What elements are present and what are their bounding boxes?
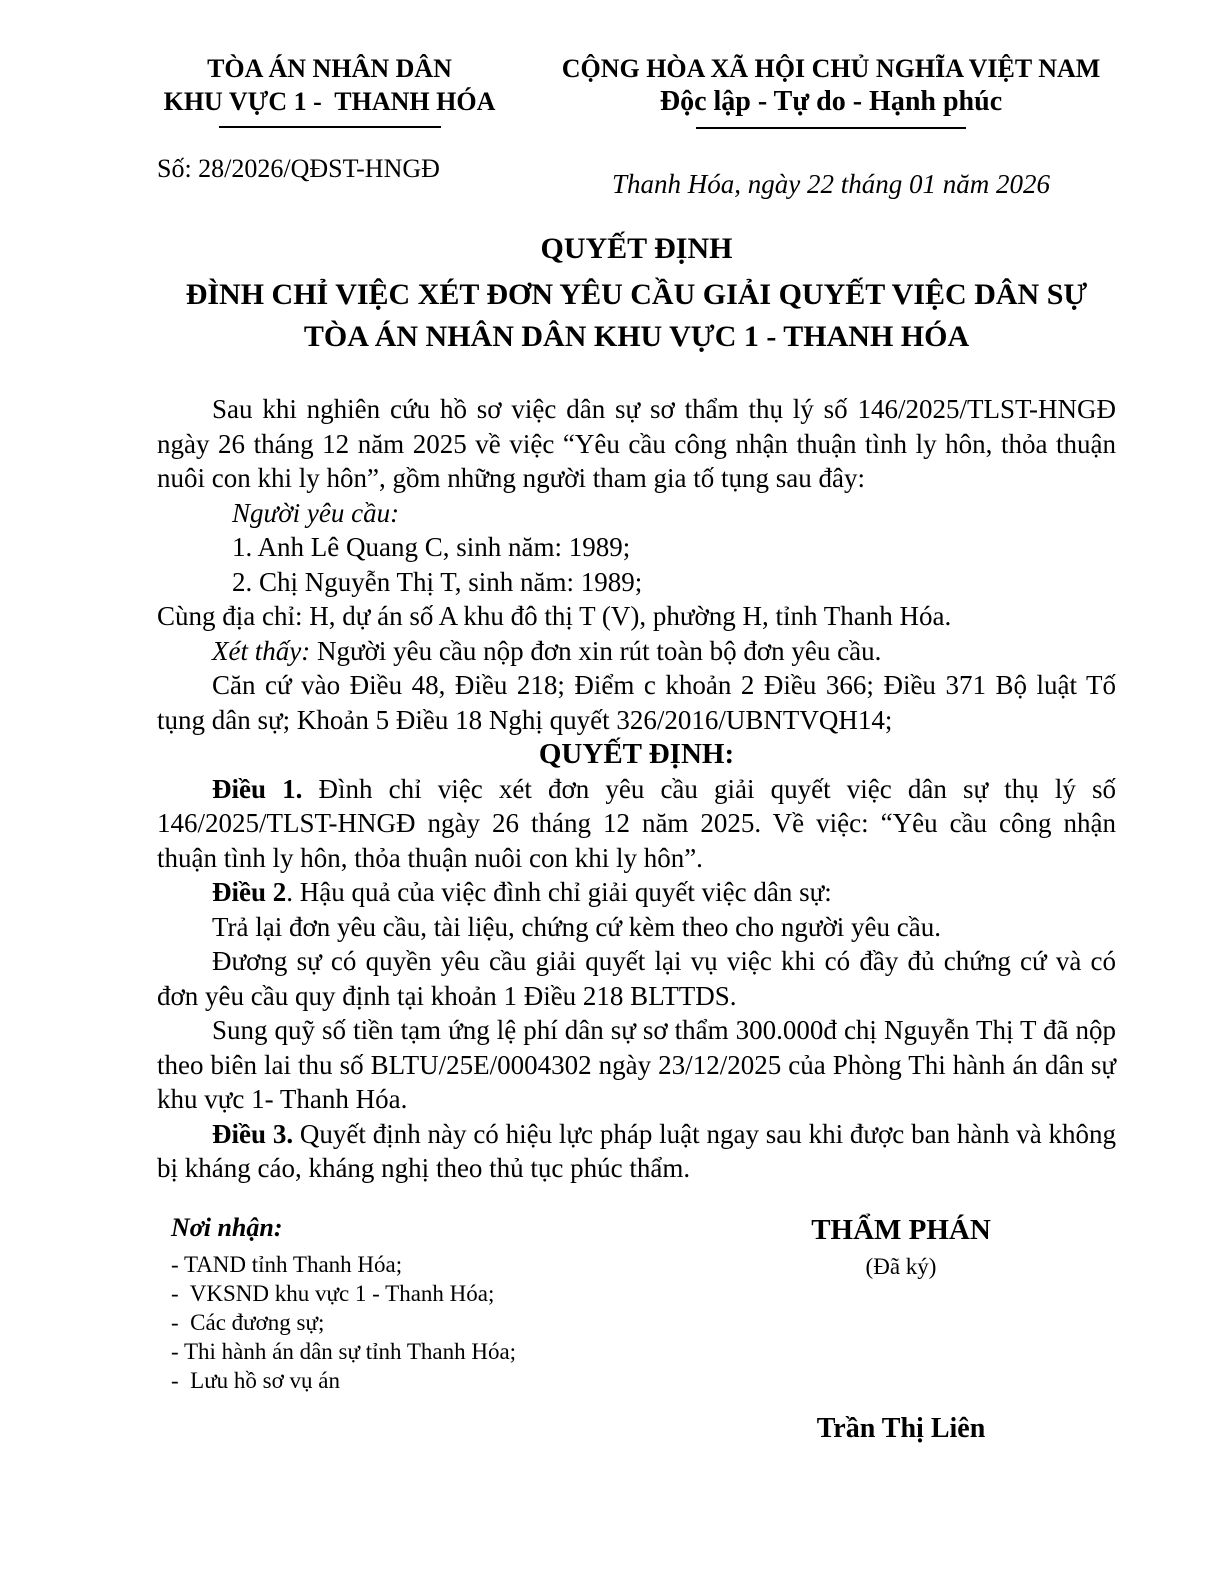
finding-text: Người yêu cầu nộp đơn xin rút toàn bộ đơn yêu cầu. — [310, 635, 882, 666]
article-3-label: Điều 3. — [212, 1118, 294, 1149]
recipients-list — [171, 1250, 516, 1395]
article-2-label: Điều 2 — [212, 877, 287, 907]
legal-basis-paragraph: Căn cứ vào Điều 48, Điều 218; Điểm c khoản 2 Điều 366; Điều 371 Bộ luật Tố tụng dân sự; Khoản 5 Điều 18 Nghị quyết 326/2016/UBNTVQH14; — [157, 670, 1116, 735]
judge-name: Trần Thị Liên — [816, 1412, 986, 1444]
national-header-block — [546, 52, 1116, 200]
recipient-item: - Các đương sự; — [171, 1309, 325, 1335]
finding-paragraph — [157, 634, 1116, 669]
decision-heading: QUYẾT ĐỊNH: — [538, 738, 735, 770]
court-name-line1: TÒA ÁN NHÂN DÂN — [207, 54, 452, 83]
document-number: Số: 28/2026/QĐST-HNGĐ — [157, 154, 440, 183]
document-body — [157, 392, 1116, 1186]
article-2-clause-3: Sung quỹ số tiền tạm ứng lệ phí dân sự sơ thẩm 300.000đ chị Nguyễn Thị T đã nộp theo biên lai thu số BLTU/25E/0004302 ngày 23/12/2025 của Phòng Thi hành án dân sự khu vực 1- Thanh Hóa. — [157, 1015, 1116, 1114]
judge-title: THẨM PHÁN — [811, 1213, 991, 1246]
recipients-block — [157, 1212, 516, 1395]
document-title-line3: TÒA ÁN NHÂN DÂN KHU VỰC 1 - THANH HÓA — [303, 320, 970, 353]
article-1-text: Đình chỉ việc xét đơn yêu cầu giải quyết việc dân sự thụ lý số 146/2025/TLST-HNGĐ ngày 26 tháng 12 năm 2025. Về việc: “Yêu cầu công nhận thuận tình ly hôn, thỏa thuận nuôi con khi ly hôn”. — [157, 773, 1116, 873]
recipient-item: - Thi hành án dân sự tỉnh Thanh Hóa; — [171, 1338, 517, 1364]
petitioner-label: Người yêu cầu: — [232, 497, 400, 528]
petitioner-item-1: 1. Anh Lê Quang C, sinh năm: 1989; — [232, 532, 631, 562]
article-1-label: Điều 1. — [212, 773, 303, 804]
court-name-divider — [219, 126, 441, 128]
intro-paragraph: Sau khi nghiên cứu hồ sơ việc dân sự sơ thẩm thụ lý số 146/2025/TLST-HNGĐ ngày 26 tháng 12 năm 2025 về việc “Yêu cầu công nhận thuận tình ly hôn, thỏa thuận nuôi con khi ly hôn”, gồm những người tham gia tố tụng sau đây: — [157, 394, 1116, 493]
motto-divider — [696, 127, 966, 129]
signature-block — [686, 1212, 1116, 1445]
article-2-clause-2: Đương sự có quyền yêu cầu giải quyết lại vụ việc khi có đầy đủ chứng cứ và có đơn yêu cầu quy định tại khoản 1 Điều 218 BLTTDS. — [157, 946, 1116, 1011]
article-2-text: . Hậu quả của việc đình chỉ giải quyết việc dân sự: — [286, 877, 832, 907]
document-header — [157, 52, 1116, 200]
recipient-item: - VKSND khu vực 1 - Thanh Hóa; — [171, 1280, 495, 1306]
national-title: CỘNG HÒA XÃ HỘI CHỦ NGHĨA VIỆT NAM — [561, 54, 1101, 83]
article-2-clause-1: Trả lại đơn yêu cầu, tài liệu, chứng cứ kèm theo cho người yêu cầu. — [212, 911, 942, 942]
recipient-item: - TAND tỉnh Thanh Hóa; — [171, 1251, 403, 1277]
document-title-line1: QUYẾT ĐỊNH — [540, 232, 733, 265]
document-title-line2: ĐÌNH CHỈ VIỆC XÉT ĐƠN YÊU CẦU GIẢI QUYẾT VIỆC DÂN SỰ — [185, 278, 1088, 311]
recipient-item: - Lưu hồ sơ vụ án — [171, 1367, 340, 1393]
article-1-paragraph — [157, 772, 1116, 876]
finding-label: Xét thấy: — [212, 635, 311, 666]
address-line: Cùng địa chỉ: H, dự án số A khu đô thị T (V), phường H, tỉnh Thanh Hóa. — [157, 601, 952, 631]
national-motto: Độc lập - Tự do - Hạnh phúc — [659, 86, 1003, 117]
document-title-block — [157, 228, 1116, 358]
document-footer — [157, 1212, 1116, 1445]
article-2-paragraph — [157, 875, 1116, 910]
issuing-court-block — [157, 52, 502, 184]
article-3-paragraph — [157, 1117, 1116, 1186]
petitioner-item-2: 2. Chị Nguyễn Thị T, sinh năm: 1989; — [232, 566, 643, 597]
court-name-line2: KHU VỰC 1 - THANH HÓA — [163, 87, 496, 116]
recipients-label: Nơi nhận: — [171, 1212, 283, 1242]
article-3-text: Quyết định này có hiệu lực pháp luật ngay sau khi được ban hành và không bị kháng cáo, kháng nghị theo thủ tục phúc thẩm. — [157, 1118, 1117, 1183]
signed-note: (Đã ký) — [865, 1253, 937, 1279]
place-date-line: Thanh Hóa, ngày 22 tháng 01 năm 2026 — [612, 169, 1050, 199]
